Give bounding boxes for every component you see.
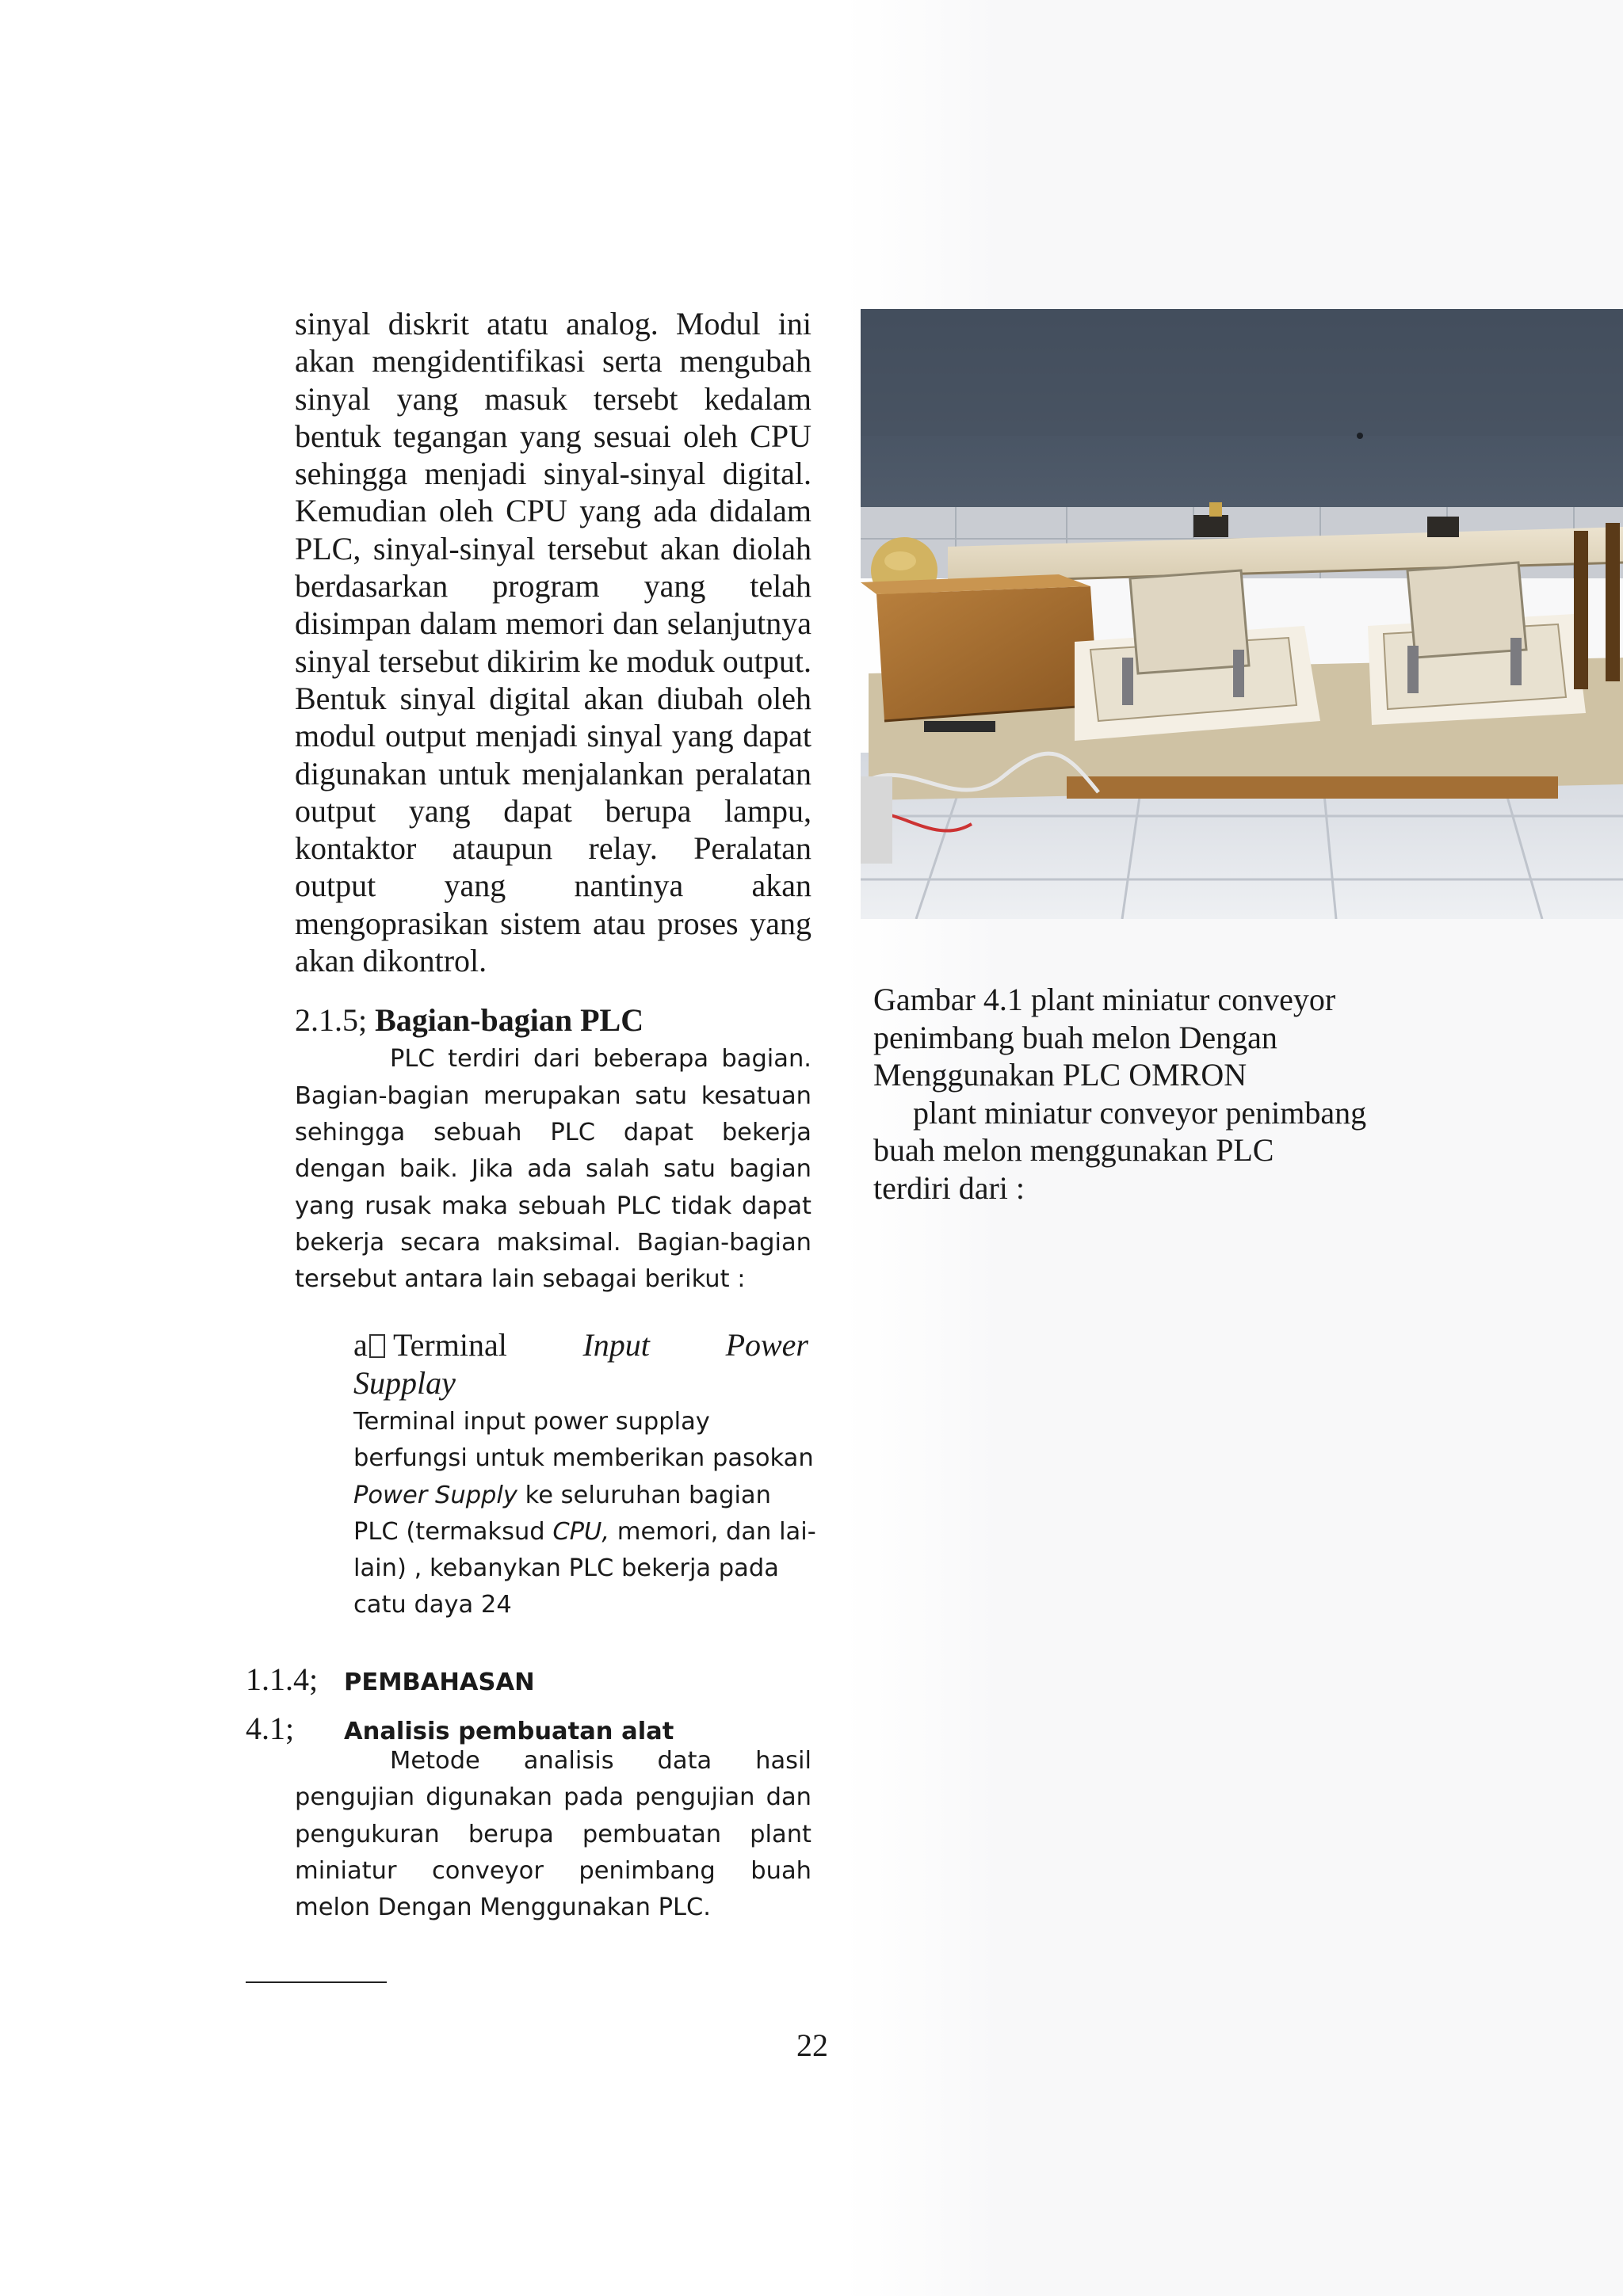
caption-line: Gambar 4.1 plant miniatur conveyor bbox=[873, 982, 1336, 1017]
heading-1-1-4 bbox=[246, 1661, 535, 1698]
list-letter: a bbox=[353, 1327, 368, 1363]
caption-line: buah melon menggunakan PLC bbox=[873, 1132, 1274, 1168]
desc-part-3: memori, dan lai-lain) , kebanykan PLC bekerja pada catu daya 24 bbox=[353, 1517, 816, 1619]
caption-line: plant miniatur conveyor penimbang bbox=[913, 1094, 1367, 1131]
left-column bbox=[295, 305, 812, 1298]
footnote-separator bbox=[246, 1981, 387, 1983]
heading-number: 4.1; bbox=[246, 1711, 295, 1746]
conveyor-plant-photo bbox=[861, 309, 1623, 919]
section-number: 2.1.5; bbox=[295, 1002, 368, 1039]
desc-italic-cpu: CPU, bbox=[552, 1517, 610, 1546]
term-italic-power: Power bbox=[725, 1327, 808, 1363]
list-marker bbox=[353, 1326, 393, 1364]
conveyor-plant-photo-illustration bbox=[861, 309, 1623, 919]
page-number: 22 bbox=[796, 2027, 828, 2063]
analysis-paragraph: Metode analisis data hasil pengujian digunakan pada pengujian dan pengukuran berupa pembuatan plant miniatur conveyor penimbang buah melon Dengan Menggunakan PLC. bbox=[295, 1747, 812, 1922]
term-italic-input: Input bbox=[582, 1327, 650, 1363]
desc-italic-power-supply: Power Supply bbox=[353, 1481, 517, 1509]
heading-number: 1.1.4; bbox=[246, 1661, 319, 1697]
analysis-paragraph-block bbox=[295, 1743, 812, 1926]
desc-part-2: ke seluruhan bagian PLC (termaksud bbox=[353, 1481, 771, 1546]
caption-line: penimbang buah melon Dengan bbox=[873, 1019, 1277, 1055]
heading-title: PEMBAHASAN bbox=[344, 1669, 535, 1696]
section-body: PLC terdiri dari beberapa bagian. Bagian-bagian merupakan satu kesatuan sehingga sebuah PLC dapat bekerja dengan baik. Jika ada salah satu bagian yang rusak maka sebuah PLC tidak dapat bekerja secara maksimal. Bagian-bagian tersebut antara lain sebagai berikut : bbox=[295, 1045, 812, 1294]
list-item-heading bbox=[353, 1326, 808, 1402]
caption-line: Menggunakan PLC OMRON bbox=[873, 1057, 1247, 1093]
list-item-a bbox=[353, 1326, 816, 1624]
term-text: Terminal bbox=[393, 1327, 507, 1363]
term-italic-supplay: Supplay bbox=[353, 1365, 456, 1401]
heading-4-1 bbox=[246, 1710, 674, 1747]
desc-part-1: Terminal input power supplay berfungsi untuk memberikan pasokan bbox=[353, 1408, 814, 1473]
missing-glyph-box-icon bbox=[369, 1334, 385, 1358]
caption-line: terdiri dari : bbox=[873, 1169, 1025, 1206]
section-title: Bagian-bagian PLC bbox=[375, 1002, 644, 1039]
figure-caption bbox=[873, 981, 1428, 1207]
list-item-description bbox=[353, 1404, 821, 1624]
section-heading-2-1-5 bbox=[295, 1001, 812, 1039]
body-paragraph: sinyal diskrit atatu analog. Modul ini akan mengidentifikasi serta mengubah sinyal yang masuk tersebt kedalam bentuk tegangan yang sesuai oleh CPU sehingga menjadi sinyal-sinyal digital. Kemudian oleh CPU yang ada didalam PLC, sinyal-sinyal tersebut akan diolah berdasarkan program yang telah disimpan dalam memori dan selanjutnya sinyal tersebut dikirim ke moduk output. Bentuk sinyal digital akan diubah oleh modul output menjadi sinyal yang dapat digunakan untuk menjalankan peralatan output yang dapat berupa lampu, kontaktor ataupun relay. Peralatan output yang nantinya akan mengoprasikan sistem atau proses yang akan dikontrol. bbox=[295, 306, 812, 979]
heading-title: Analisis pembuatan alat bbox=[344, 1718, 674, 1745]
